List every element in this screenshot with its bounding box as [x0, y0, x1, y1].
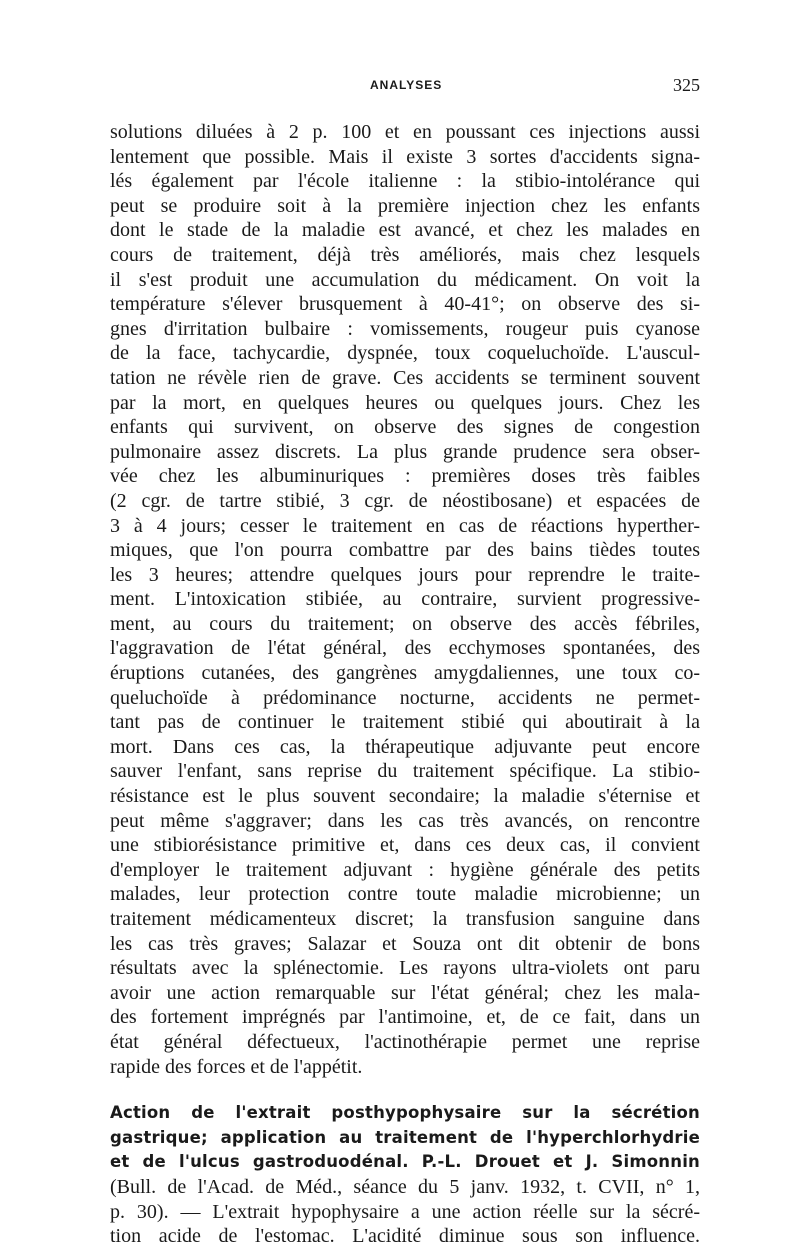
text-line: sauver l'enfant, sans reprise du traitement spécifique. La stibio- [110, 760, 700, 783]
text-line: résistance est le plus souvent secondaire; la maladie s'éternise et [110, 785, 700, 808]
text-line: les cas très graves; Salazar et Souza ont dit obtenir de bons [110, 932, 700, 955]
text-line: vée chez les albuminuriques : premières doses très faibles [110, 465, 700, 488]
page-body [110, 120, 700, 1249]
text-line: par la mort, en quelques heures ou quelques jours. Chez les [110, 391, 700, 414]
text-line: queluchoïde à prédominance nocturne, accidents ne permet- [110, 686, 700, 709]
text-line: une stibiorésistance primitive et, dans ces deux cas, il convient [110, 834, 700, 857]
article-heading-line: et de l'ulcus gastroduodénal. P.-L. Drouet et J. Simonnin [110, 1152, 700, 1172]
text-line: gnes d'irritation bulbaire : vomissements, rougeur puis cyanose [110, 317, 700, 340]
text-line: tation ne révèle rien de grave. Ces accidents se terminent souvent [110, 366, 700, 389]
text-line: il s'est produit une accumulation du médicament. On voit la [110, 268, 700, 291]
page-number: 325 [673, 75, 700, 95]
text-line: pulmonaire assez discrets. La plus grande prudence sera obser- [110, 440, 700, 463]
text-line: résultats avec la splénectomie. Les rayons ultra-violets ont paru [110, 957, 700, 980]
text-line: éruptions cutanées, des gangrènes amygdaliennes, une toux co- [110, 662, 700, 685]
citation-line: (Bull. de l'Acad. de Méd., séance du 5 janv. 1932, t. CVII, n° 1, [110, 1175, 700, 1198]
text-line: cours de traitement, déjà très améliorés, mais chez lesquels [110, 243, 700, 266]
text-line: solutions diluées à 2 p. 100 et en poussant ces injections aussi [110, 121, 700, 143]
text-line: 3 à 4 jours; cesser le traitement en cas de réactions hyperther- [110, 514, 700, 537]
text-line: des fortement imprégnés par l'antimoine, et, de ce fait, dans un [110, 1006, 700, 1029]
running-title: ANALYSES [370, 78, 443, 92]
text-line: état général défectueux, l'actinothérapie permet une reprise [110, 1030, 700, 1053]
text-line: (2 cgr. de tartre stibié, 3 cgr. de néostibosane) et espacées de [110, 489, 700, 512]
text-line: lés également par l'école italienne : la stibio-intolérance qui [110, 170, 700, 193]
text-line: ment. L'intoxication stibiée, au contraire, survient progressive- [110, 588, 700, 611]
page-header [110, 75, 700, 100]
text-line: peut se produire soit à la première injection chez les enfants [110, 194, 700, 217]
article-heading-line: Action de l'extrait posthypophysaire sur la sécrétion [110, 1103, 700, 1123]
text-line: tion acide de l'estomac. L'acidité diminue sous son influence. [110, 1225, 700, 1248]
text-line: ment, au cours du traitement; on observe des accès fébriles, [110, 612, 700, 635]
text-line: l'aggravation de l'état général, des ecchymoses spontanées, des [110, 637, 700, 660]
text-line: lentement que possible. Mais il existe 3 sortes d'accidents signa- [110, 145, 700, 168]
text-line: avoir une action remarquable sur l'état général; chez les mala- [110, 981, 700, 1004]
text-line: peut même s'aggraver; dans les cas très avancés, on rencontre [110, 809, 700, 832]
paragraph-continued [110, 120, 700, 1079]
text-line: dont le stade de la maladie est avancé, et chez les malades en [110, 219, 700, 242]
text-line: miques, que l'on pourra combattre par des bains tièdes toutes [110, 539, 700, 562]
text-line: température s'élever brusquement à 40-41°; on observe des si- [110, 293, 700, 316]
text-line: de la face, tachycardie, dyspnée, toux coqueluchoïde. L'auscul- [110, 342, 700, 365]
text-line: rapide des forces et de l'appétit. [110, 1055, 363, 1078]
text-line: malades, leur protection contre toute maladie microbienne; un [110, 883, 700, 906]
text-line: mort. Dans ces cas, la thérapeutique adjuvante peut encore [110, 735, 700, 758]
text-line: p. 30). — L'extrait hypophysaire a une action réelle sur la sécré- [110, 1200, 700, 1223]
article-heading-line: gastrique; application au traitement de l'hyperchlorhydrie [110, 1127, 700, 1147]
text-line: d'employer le traitement adjuvant : hygiène générale des petits [110, 858, 700, 881]
article-separator [110, 1079, 700, 1101]
text-line: les 3 heures; attendre quelques jours pour reprendre le traite- [110, 563, 700, 586]
text-line: enfants qui survivent, on observe des signes de congestion [110, 416, 700, 439]
text-line: tant pas de continuer le traitement stibié qui aboutirait à la [110, 711, 700, 734]
text-line: traitement médicamenteux discret; la transfusion sanguine dans [110, 908, 700, 930]
